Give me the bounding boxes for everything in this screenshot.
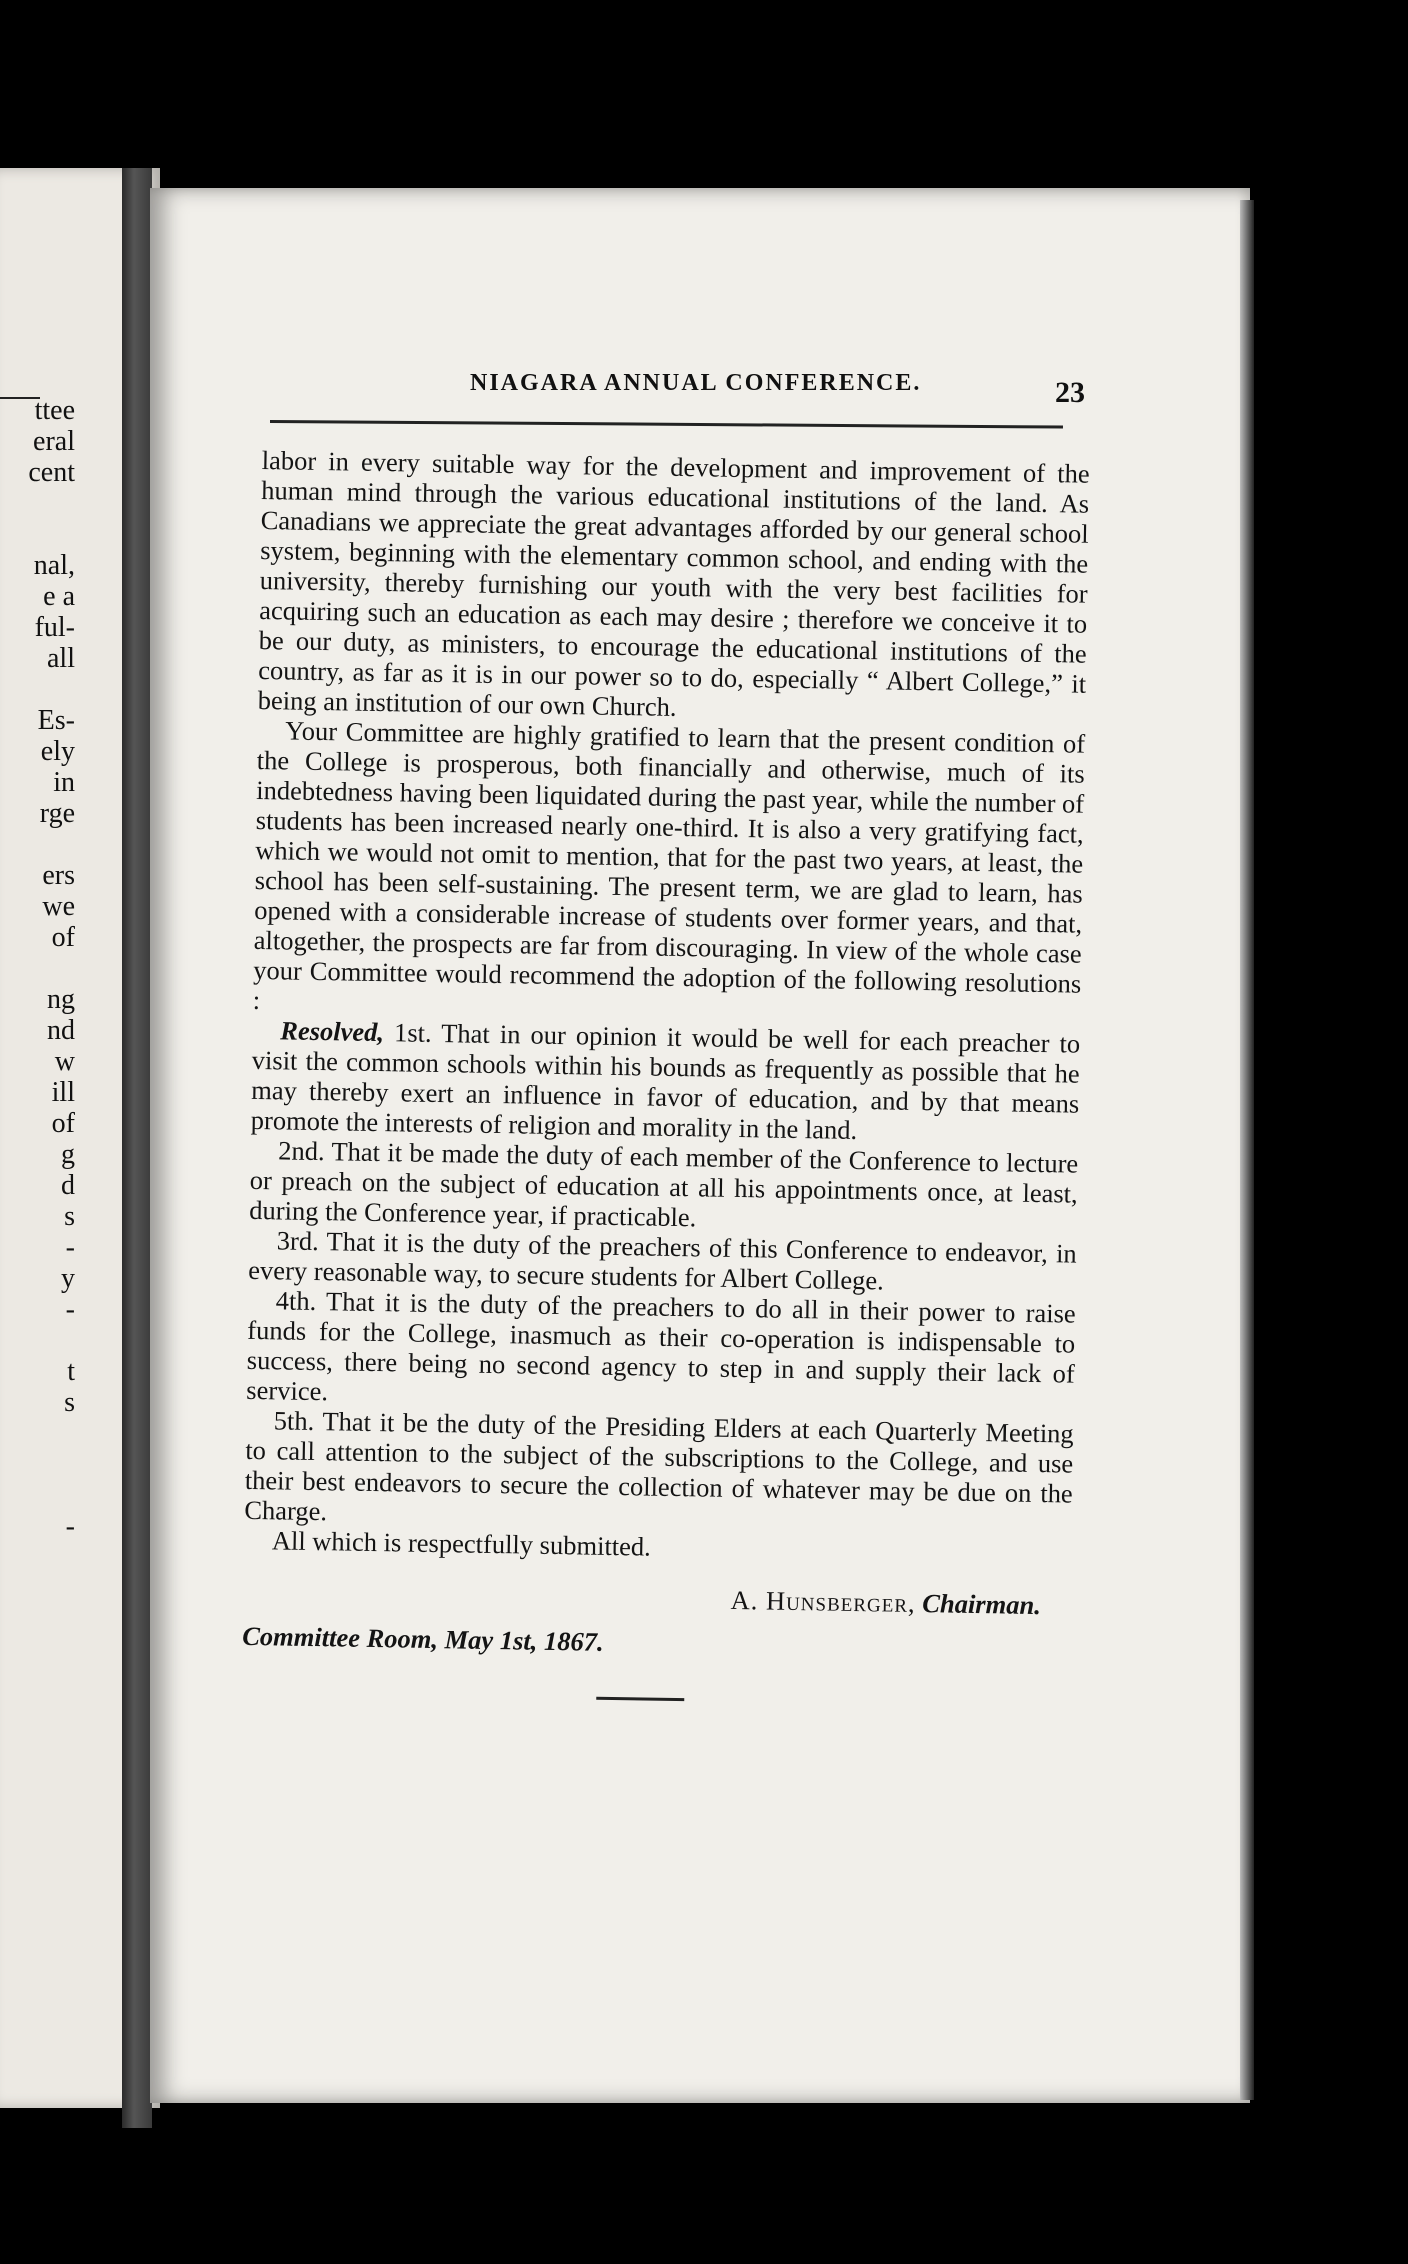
resolution-5: 5th. That it be the duty of the Presiding Elders at each Quarterly Meeting to call attention to the subject of the subscriptions to the College, and use their best endeavors to secure the collection of whatever may be due on the Charge. [244, 1405, 1074, 1527]
resolution-1 [251, 1015, 1081, 1149]
resolution-3: 3rd. That it is the duty of the preachers of this Conference to endeavor, in every reasonable way, to secure students for Albert College. [248, 1225, 1077, 1296]
resolution-1-text: 1st. That in our opinion it would be well for each preacher to visit the common schools within his bounds as frequently as possible that he may thereby exert an influence in favor of education, and by that means promote the interests of religion and morality in the land. [250, 1017, 1081, 1145]
page-edge-shadow [1240, 200, 1254, 2100]
book-gutter [122, 168, 152, 2128]
signature [243, 1577, 1071, 1621]
running-title: NIAGARA ANNUAL CONFERENCE. [470, 370, 922, 396]
resolution-4: 4th. That it is the duty of the preachers to do all in their power to raise funds for the College, inasmuch as their co-operation is indispensable to success, there being no second agency to step in and supply their lack of service. [246, 1285, 1076, 1407]
signatory-role: Chairman. [922, 1588, 1042, 1621]
facing-page-text-fragments: ttee eral cent nal, e a ful- all Es- ely in rge ers we of ng nd w ill of g d s - y - t s - [28, 395, 75, 1542]
signatory-name: A. Hunsberger, [730, 1584, 916, 1618]
resolution-2: 2nd. That it be made the duty of each member of the Conference to lecture or preach on the subject of education at all his appointments once, at least, during the Conference year, if practicable. [249, 1135, 1079, 1233]
dateline: Committee Room, May 1st, 1867. [242, 1620, 604, 1657]
paragraph-college-report: Your Committee are highly gratified to learn that the present condition of the College is prosperous, both financially and otherwise, much of its indebtedness having been liquidated during the past year, while the number of students has been increased nearly one-third. It is also a very gratifying fact, which we would not omit to mention, that for the past two years, at least, the school has been self-sustaining. The present term, we are glad to learn, has opened with a considerable increase of students over former years, and that, altogether, the prospects are far from discouraging. In view of the whole case your Committee would recommend the adoption of the following resolutions : [252, 715, 1086, 1016]
paragraph-continuation: labor in every suitable way for the development and improvement of the human mind through the various educational institutions of the land. As Canadians we appreciate the great advantages afforded by our general school system, beginning with the elementary common school, and ending with the university, thereby furnishing our youth with the very best facilities for acquiring such an education as each may desire ; therefore we conceive it to be our duty, as ministers, to encourage the educational institutions of the country, as far as it is in our power so to do, especially “ Albert College,” it being an institution of our own Church. [257, 445, 1090, 722]
closing-line: All which is respectfully submitted. [271, 1525, 652, 1562]
page-number: 23 [1055, 376, 1085, 409]
page-body [241, 445, 1090, 1708]
resolved-label: Resolved, [280, 1015, 385, 1048]
